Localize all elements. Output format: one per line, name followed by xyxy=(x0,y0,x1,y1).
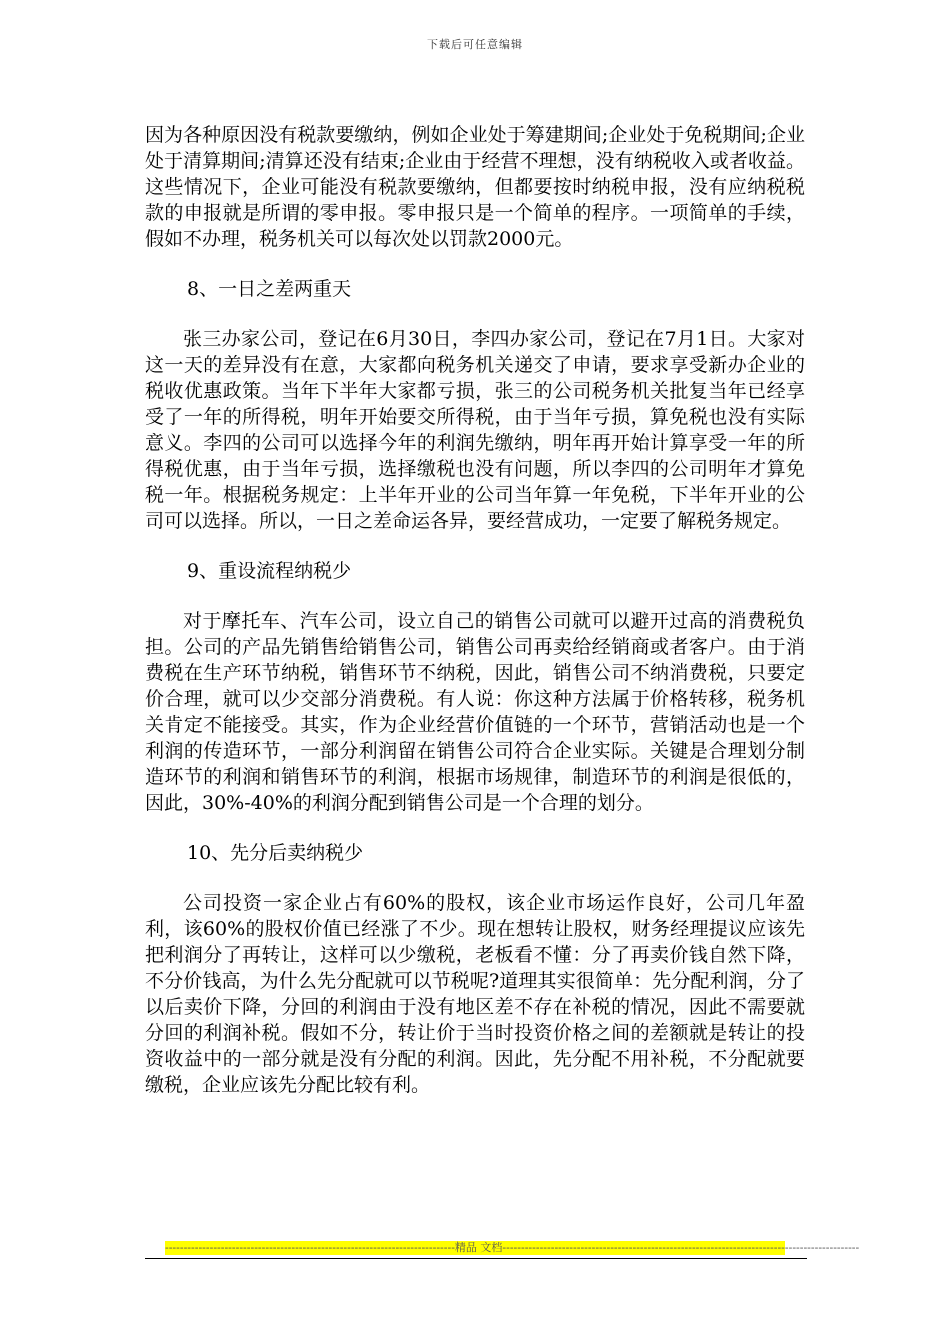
footer-divider xyxy=(145,1258,807,1259)
document-body xyxy=(145,122,805,1098)
page-header-note: 下载后可任意编辑 xyxy=(427,38,523,51)
paragraph-zero-declaration: 因为各种原因没有税款要缴纳，例如企业处于筹建期间;企业处于免税期间;企业处于清算期间;清算还没有结束;企业由于经营不理想，没有纳税收入或者收益。这些情况下，企业可能没有税款要缴纳，但都要按时纳税申报，没有应纳税税款的申报就是所谓的零申报。零申报只是一个简单的程序。一项简单的手续，假如不办理，税务机关可以每次处以罚款2000元。 xyxy=(145,124,805,250)
section-heading-9: 9、重设流程纳税少 xyxy=(187,560,352,582)
paragraph-section-8: 张三办家公司，登记在6月30日，李四办家公司，登记在7月1日。大家对这一天的差异没有在意，大家都向税务机关递交了申请，要求享受新办企业的税收优惠政策。当年下半年大家都亏损，张三的公司税务机关批复当年已经享受了一年的所得税，明年开始要交所得税，由于当年亏损，算免税也没有实际意义。李四的公司可以选择今年的利润先缴纳，明年再开始计算享受一年的所得税优惠，由于当年亏损，选择缴税也没有问题，所以李四的公司明年才算免税一年。根据税务规定：上半年开业的公司当年算一年免税，下半年开业的公司可以选择。所以，一日之差命运各异，要经营成功，一定要了解税务规定。 xyxy=(145,328,805,532)
footer-highlight-bar: ------------------------------------------------------------------------------精品 文档------------------------------------------------------------------------------------------------ xyxy=(165,1241,860,1254)
paragraph-section-9: 对于摩托车、汽车公司，设立自己的销售公司就可以避开过高的消费税负担。公司的产品先销售给销售公司，销售公司再卖给经销商或者客户。由于消费税在生产环节纳税，销售环节不纳税，因此，销售公司不纳消费税，只要定价合理，就可以少交部分消费税。有人说：你这种方法属于价格转移，税务机关肯定不能接受。其实，作为企业经营价值链的一个环节，营销活动也是一个利润的传造环节，一部分利润留在销售公司符合企业实际。关键是合理划分制造环节的利润和销售环节的利润，根据市场规律，制造环节的利润是很低的，因此，30%-40%的利润分配到销售公司是一个合理的划分。 xyxy=(145,610,805,814)
paragraph-section-10: 公司投资一家企业占有60%的股权，该企业市场运作良好，公司几年盈利，该60%的股权价值已经涨了不少。现在想转让股权，财务经理提议应该先把利润分了再转让，这样可以少缴税，老板看不懂：分了再卖价钱自然下降，不分价钱高，为什么先分配就可以节税呢?道理其实很简单：先分配利润，分了以后卖价下降，分回的利润由于没有地区差不存在补税的情况，因此不需要就分回的利润补税。假如不分，转让价于当时投资价格之间的差额就是转让的投资收益中的一部分就是没有分配的利润。因此，先分配不用补税，不分配就要缴税，企业应该先分配比较有利。 xyxy=(145,892,805,1096)
section-heading-8: 8、一日之差两重天 xyxy=(187,278,352,300)
section-heading-10: 10、先分后卖纳税少 xyxy=(187,842,364,864)
